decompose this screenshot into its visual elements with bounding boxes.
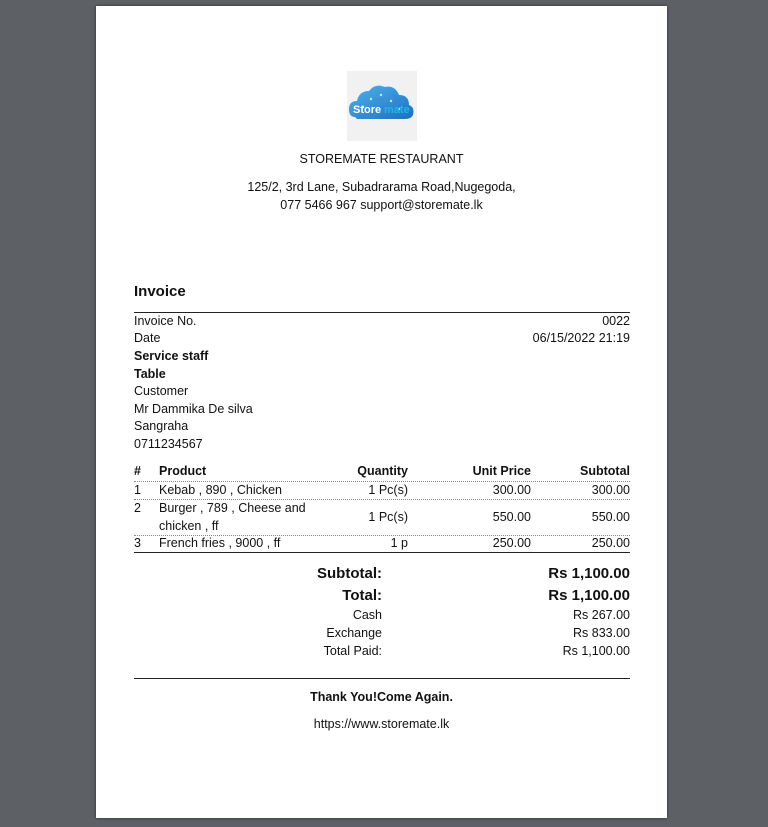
customer-label: Customer [134, 384, 189, 398]
table-label: Table [134, 367, 166, 381]
row-number: 3 [134, 536, 141, 550]
col-header-number: # [134, 464, 141, 478]
logo-text-mate: mate [384, 104, 410, 116]
invoice-number-row [134, 313, 630, 329]
subtotal-value: Rs 1,100.00 [548, 565, 630, 582]
invoice-number-value: 0022 [602, 314, 630, 328]
subtotal-label: Subtotal: [317, 565, 382, 582]
storemate-logo [347, 71, 417, 141]
row-quantity: 1 p [390, 536, 408, 550]
table-bottom-divider [134, 552, 630, 553]
total-label: Total: [342, 587, 382, 604]
date-label: Date [134, 331, 161, 345]
row-product: French fries , 9000 , ff [159, 536, 281, 550]
col-header-subtotal: Subtotal [580, 464, 630, 478]
row-product: Burger , 789 , Cheese and chicken , ff [159, 501, 306, 533]
website-url: https://www.storemate.lk [313, 717, 450, 731]
service-staff-label: Service staff [134, 349, 209, 363]
row-subtotal: 250.00 [591, 536, 630, 550]
row-subtotal: 550.00 [591, 510, 630, 524]
col-header-unit-price: Unit Price [472, 464, 531, 478]
logo-text-store: Store [353, 104, 382, 116]
store-contact: 077 5466 967 support@storemate.lk [280, 198, 483, 212]
row-number: 1 [134, 483, 141, 497]
date-value: 06/15/2022 21:19 [532, 331, 630, 345]
cash-value: Rs 267.00 [573, 608, 630, 622]
row-product: Kebab , 890 , Chicken [159, 483, 282, 497]
row-subtotal: 300.00 [591, 483, 630, 497]
exchange-label: Exchange [326, 626, 382, 640]
customer-city: Sangraha [134, 419, 189, 433]
customer-name: Mr Dammika De silva [134, 402, 253, 416]
total-paid-value: Rs 1,100.00 [562, 644, 630, 658]
invoice-title: Invoice [134, 283, 186, 300]
customer-phone: 0711234567 [134, 437, 203, 451]
row-quantity: 1 Pc(s) [368, 483, 408, 497]
cloud-logo-icon [347, 71, 417, 141]
row-unit-price: 300.00 [492, 483, 531, 497]
footer-divider [134, 678, 630, 679]
store-address: 125/2, 3rd Lane, Subadrarama Road,Nugegoda, [247, 180, 516, 194]
row-unit-price: 250.00 [492, 536, 531, 550]
col-header-product: Product [159, 464, 207, 478]
col-header-quantity: Quantity [357, 464, 408, 478]
store-name: STOREMATE RESTAURANT [299, 152, 464, 166]
date-row [134, 330, 630, 346]
row-unit-price: 550.00 [492, 510, 531, 524]
thank-you-message: Thank You!Come Again. [310, 690, 453, 704]
total-value: Rs 1,100.00 [548, 587, 630, 604]
row-quantity: 1 Pc(s) [368, 510, 408, 524]
row-number: 2 [134, 501, 141, 515]
total-paid-label: Total Paid: [323, 644, 382, 658]
exchange-value: Rs 833.00 [573, 626, 630, 640]
invoice-page [96, 6, 667, 818]
cash-label: Cash [352, 608, 382, 622]
invoice-number-label: Invoice No. [134, 314, 197, 328]
